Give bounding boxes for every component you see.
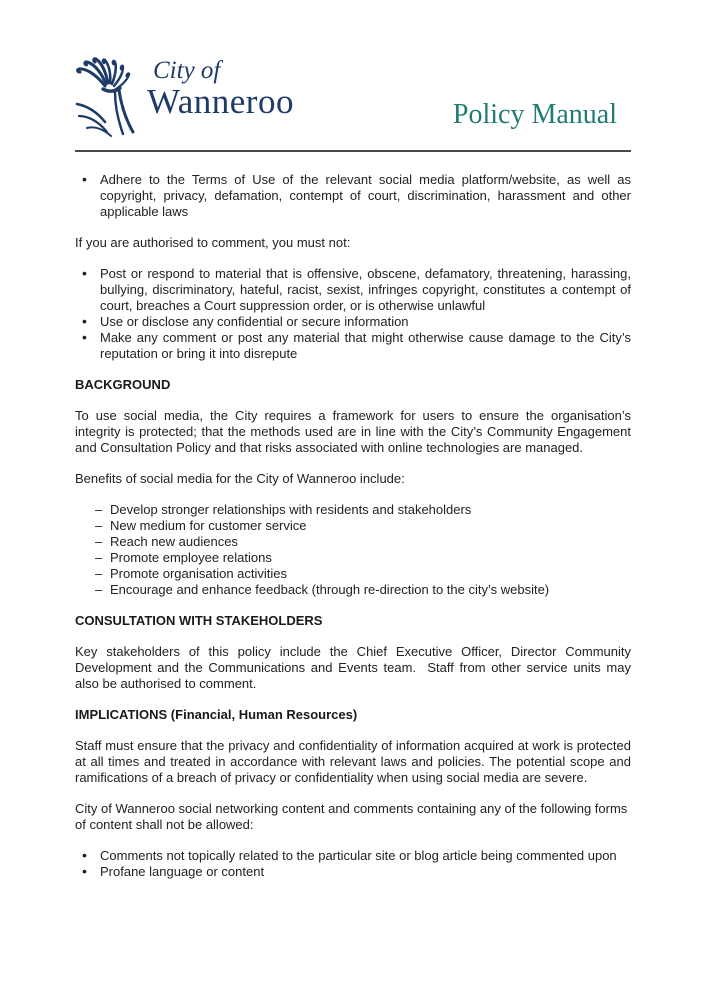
policy-manual-title: Policy Manual — [452, 99, 617, 130]
list-item: • Profane language or content — [75, 864, 631, 880]
dash-list-benefits — [75, 502, 631, 598]
bullet-list-must-not — [75, 266, 631, 362]
list-item: • Comments not topically related to the particular site or blog article being commented upon — [75, 848, 631, 864]
para-background: To use social media, the City requires a framework for users to ensure the organisation’s integrity is protected; that the methods used are in line with the City’s Community Engagement and Consultation Policy and that risks associated with online technologies are managed. — [75, 408, 631, 455]
list-item: • Post or respond to material that is offensive, obscene, defamatory, threatening, harassing, bullying, discriminatory, hateful, racist, sexist, infringes copyright, constitutes a contempt of court, breaches a Court suppression order, or is otherwise unlawful — [75, 266, 631, 314]
document-body — [75, 152, 631, 880]
heading-implications: IMPLICATIONS (Financial, Human Resources) — [75, 707, 358, 722]
kangaroo-paw-icon — [75, 56, 141, 138]
list-item: • Adhere to the Terms of Use of the relevant social media platform/website, as well as copyright, privacy, defamation, contempt of court, discrimination, harassment and other applicable laws — [75, 172, 631, 220]
para-authorised-intro: If you are authorised to comment, you must not: — [75, 235, 351, 250]
list-item: • Use or disclose any confidential or secure information — [75, 314, 631, 330]
para-consultation: Key stakeholders of this policy include the Chief Executive Officer, Director Community Development and the Communications and Events team. Staff from other service units may also be authorised to comment. — [75, 644, 631, 691]
list-item: – Promote employee relations — [75, 550, 631, 566]
para-implications: Staff must ensure that the privacy and confidentiality of information acquired at work is protected at all times and treated in accordance with relevant laws and policies. The potential scope and ramifications of a breach of privacy or confidentiality when using social media are severe. — [75, 738, 631, 785]
logo-wanneroo-text: Wanneroo — [147, 82, 294, 121]
list-item: – New medium for customer service — [75, 518, 631, 534]
list-item: – Encourage and enhance feedback (through re-direction to the city’s website) — [75, 582, 631, 598]
para-not-allowed-intro: City of Wanneroo social networking content and comments containing any of the following forms of content shall not be allowed: — [75, 801, 628, 832]
logo-wordmark — [147, 56, 294, 120]
list-item: – Reach new audiences — [75, 534, 631, 550]
city-of-wanneroo-logo — [75, 56, 294, 138]
bullet-list-not-allowed — [75, 848, 631, 880]
bullet-list-adherence — [75, 172, 631, 220]
list-item: – Develop stronger relationships with residents and stakeholders — [75, 502, 631, 518]
heading-background: BACKGROUND — [75, 377, 171, 392]
list-item: – Promote organisation activities — [75, 566, 631, 582]
document-header — [75, 56, 631, 138]
list-item: • Make any comment or post any material that might otherwise cause damage to the City’s reputation or bring it into disrepute — [75, 330, 631, 362]
heading-consultation: CONSULTATION WITH STAKEHOLDERS — [75, 613, 323, 628]
logo-city-of-text: City of — [153, 57, 221, 84]
para-benefits-intro: Benefits of social media for the City of Wanneroo include: — [75, 471, 405, 486]
